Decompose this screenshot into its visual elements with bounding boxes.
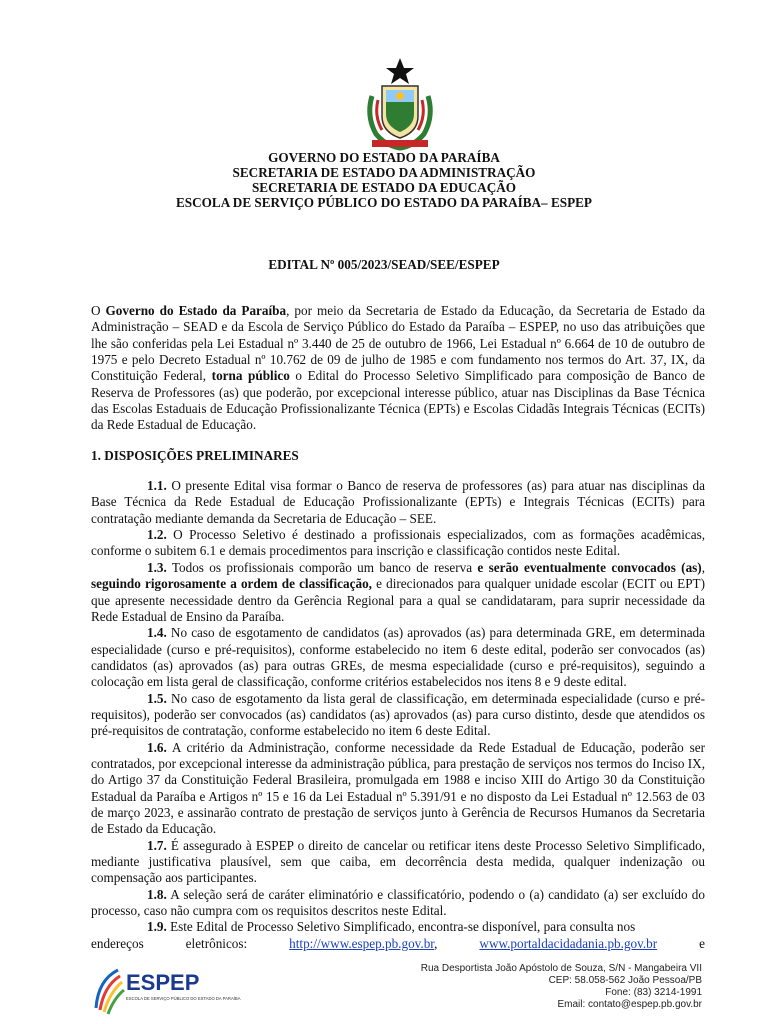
link-espep[interactable]: http://www.espep.pb.gov.br: [289, 935, 435, 951]
intro-bold-government: Governo do Estado da Paraíba: [105, 303, 287, 318]
item-text: No caso de esgotamento da lista geral de classificação, em determinada especialidade (curso e pré-requisitos), poderão ser convocados (as) candidatos (as) aprovados (as) para curso distinto, desde que atendidos os pré-requisitos de contratação, conforme estabelecido no item 6 deste Edital.: [91, 690, 705, 739]
item-1-7: [91, 838, 705, 887]
item-1-1: [91, 478, 705, 527]
item-number: 1.6.: [147, 739, 167, 755]
intro-paragraph: [91, 303, 705, 434]
intro-text-1: O: [91, 303, 106, 318]
links-comma: ,: [434, 935, 438, 951]
item-text: e direcionados para qualquer unidade escolar (ECIT ou EPT) que apresente necessidade dentro da Gerência Regional para a qual se candidataram, para suprir necessidade da Rede Estadual de Ensino da Paraíba.: [91, 576, 705, 624]
item-bold-text: e serão eventualmente convocados (as): [477, 559, 702, 575]
footer-cep: CEP: 58.058-562 João Pessoa/PB: [548, 975, 702, 986]
document-header: [0, 150, 768, 210]
item-text: Todos os profissionais comporão um banco de reserva: [166, 559, 478, 575]
links-text-eletronicos: eletrônicos:: [185, 935, 248, 951]
item-text: É assegurado à ESPEP o direito de cancelar ou retificar itens deste Processo Seletivo Simplificado, mediante justificativa plausível, sem que caiba, em decorrência desta medida, qualquer indenização ou compensação aos participantes.: [91, 837, 705, 886]
section-1-title: 1. DISPOSIÇÕES PRELIMINARES: [91, 447, 299, 463]
intro-bold-torna-publico: torna público: [211, 368, 290, 384]
item-text: No caso de esgotamento de candidatos (as) aprovados (as) para determinada GRE, em determinada especialidade (curso e pré-requisitos), conforme estabelecido no item 6 deste edital, poderão ser convocados (as) candidatos (as) aprovados (as) para outras GREs, de mesma especialidade (curso e pré-requisitos), seguindo a colocação em lista geral de classificação, conforme critérios estabelecidos nos itens 8 e 9 deste edital.: [91, 625, 705, 690]
footer-email: Email: contato@espep.pb.gov.br: [557, 999, 702, 1010]
footer-street: Rua Desportista João Apóstolo de Souza, S/N - Mangabeira VII: [420, 963, 702, 974]
footer-address: [421, 963, 702, 1011]
logo-text: ESPEP: [126, 970, 200, 995]
item-1-8: [91, 887, 705, 920]
item-text: O Processo Seletivo é destinado a profissionais especializados, com as formações acadêmicas, conforme o subitem 6.1 e demais procedimentos para inscrição e classificação contidos neste Edital.: [91, 527, 705, 559]
item-number: 1.1.: [147, 478, 167, 494]
link-espep-group: [289, 936, 437, 952]
item-1-4: [91, 625, 705, 690]
item-1-9: [91, 919, 705, 935]
item-text: A critério da Administração, conforme necessidade da Rede Estadual de Educação, poderão ser contratados, por excepcional interesse da administração pública, para prestação de serviços nos termos do Inciso IX, do Artigo 37 da Constituição Federal Brasileira, promulgada em 1988 e inciso XIII do Artigo 30 da Constituição Estadual da Paraíba e Artigos nº 15 e 16 da Lei Estadual nº 5.391/91 e no disposto da Lei Estadual nº 12.563 de 03 de março 2023, e assinarão contrato de prestação de serviços junto à Gerência de Recursos Humanos da Secretaria de Estado da Educação.: [91, 739, 705, 837]
item-1-3: [91, 560, 705, 625]
intro-text-2: , por meio da Secretaria de Estado da Educação, da Secretaria de Estado da Administração – SEAD e da Escola de Serviço Público do Estado da Paraíba – ESPEP, no uso das atribuições que lhe são conferidas pela Lei Estadual nº 3.440 de 25 de outubro de 1966, Lei Estadual nº 6.664 de 10 de outubro de 1975 e pelo Decreto Estadual nº 10.762 de 09 de julho de 1985 e com fundamento nos termos do Art. 37, IX, da Constituição Federal,: [91, 303, 705, 384]
item-number: 1.8.: [147, 886, 167, 902]
item-bold-text: seguindo rigorosamente a ordem de classificação,: [91, 576, 372, 592]
espep-logo-icon: [90, 960, 241, 1016]
item-1-2: [91, 527, 705, 560]
edital-title: EDITAL Nº 005/2023/SEAD/SEE/ESPEP: [268, 257, 500, 272]
item-number: 1.9.: [147, 919, 167, 935]
logo-subtext: ESCOLA DE SERVIÇO PÚBLICO DO ESTADO DA PARAÍBA: [126, 996, 241, 1001]
item-number: 1.3.: [147, 559, 167, 575]
item-number: 1.7.: [147, 837, 167, 853]
item-number: 1.2.: [147, 527, 167, 543]
header-line-education: SECRETARIA DE ESTADO DA EDUCAÇÃO: [251, 180, 517, 195]
link-portal-cidadania[interactable]: www.portaldacidadania.pb.gov.br: [479, 935, 658, 951]
intro-text-3: o Edital do Processo Seletivo Simplificado para composição de Banco de Reserva de Professores (as) que poderão, por excepcional interesse público, atuar nas Disciplinas da Base Técnica das Escolas Estaduais de Educação Profissionalizante Técnica (EPTs) e Escolas Cidadãs Integrais Técnicas (ECITs) da Rede Estadual de Educação.: [91, 368, 705, 433]
item-text: ,: [701, 559, 705, 575]
links-text-e: e: [699, 935, 705, 951]
header-line-administration: SECRETARIA DE ESTADO DA ADMINISTRAÇÃO: [232, 165, 536, 180]
item-text: Este Edital de Processo Seletivo Simplificado, encontra-se disponível, para consulta nos: [166, 919, 636, 935]
header-line-government: GOVERNO DO ESTADO DA PARAÍBA: [268, 150, 500, 165]
item-1-6: [91, 740, 705, 838]
item-text: O presente Edital visa formar o Banco de reserva de professores (as) para atuar nas disciplinas da Base Técnica da Rede Estadual de Educação Profissionalizante (EPTs) e Integrais Técnicas (ECITs) para contratação mediante demanda da Secretaria de Educação – SEE.: [91, 478, 705, 526]
item-1-9-links-line: [91, 936, 705, 952]
item-1-5: [91, 691, 705, 740]
header-line-espep: ESCOLA DE SERVIÇO PÚBLICO DO ESTADO DA PARAÍBA– ESPEP: [176, 195, 592, 210]
item-number: 1.5.: [147, 690, 167, 706]
item-number: 1.4.: [147, 625, 167, 641]
coat-of-arms-icon: [362, 56, 438, 150]
item-text: A seleção será de caráter eliminatório e classificatório, podendo o (a) candidato (a) ser excluído do processo, caso não cumpra com os requisitos descritos neste Edital.: [91, 886, 705, 919]
footer-phone: Fone: (83) 3214-1991: [605, 987, 702, 998]
links-text-enderecos: endereços: [91, 935, 144, 951]
document-body: [91, 303, 705, 952]
